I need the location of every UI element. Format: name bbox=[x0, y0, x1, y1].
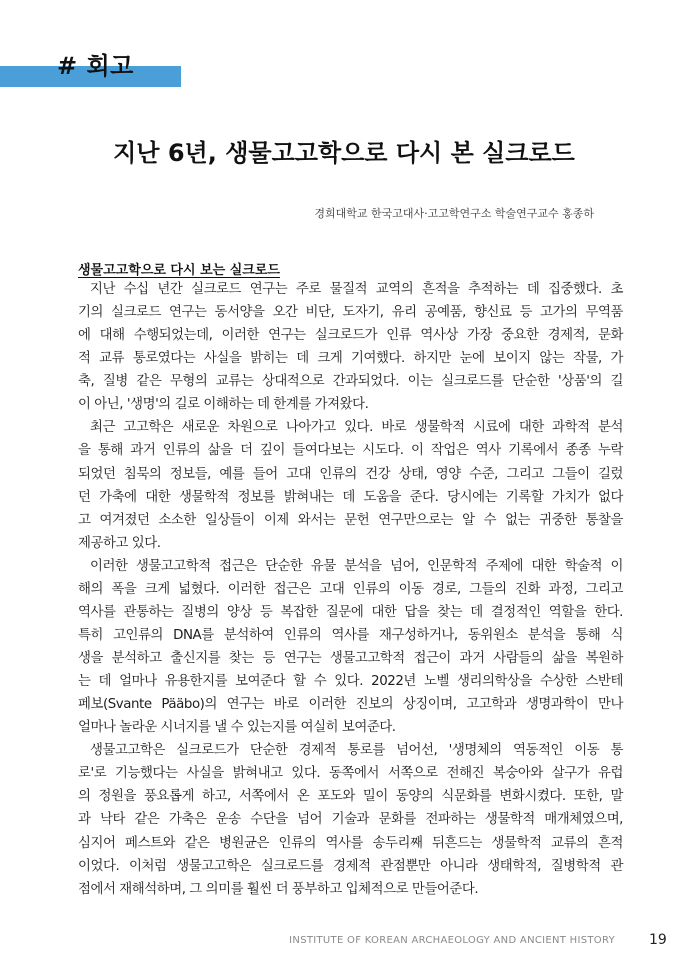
page-number: 19 bbox=[649, 932, 667, 948]
body-line: 생물고고학은 실크로드가 단순한 경제적 통로를 넘어선, '생명체의 역동적인 이동 통 bbox=[90, 743, 623, 759]
body-line: 되었던 침묵의 정보들, 예를 들어 고대 인류의 건강 상태, 영양 수준, 그리고 그들이 길렀 bbox=[78, 466, 623, 482]
body-line: 과 낙타 같은 가축은 운송 수단을 넘어 기술과 문화를 전파하는 생물학적 매개체였으며, bbox=[78, 812, 623, 828]
body-line: 특히 고인류의 DNA를 분석하여 인류의 역사를 재구성하거나, 동위원소 분석을 통해 식 bbox=[78, 627, 623, 643]
body-line: 이었다. 이처럼 생물고고학은 실크로드를 경제적 관점뿐만 아니라 생태학적, 질병학적 관 bbox=[78, 858, 623, 874]
body-line: 역사를 관통하는 질병의 양상 등 복잡한 질문에 대한 답을 찾는 데 결정적인 역할을 한다. bbox=[78, 604, 623, 620]
body-line: 축, 질병 같은 무형의 교류는 상대적으로 간과되었다. 이는 실크로드를 단순한 '상품'의 길 bbox=[78, 374, 623, 390]
footer-institute: INSTITUTE OF KOREAN ARCHAEOLOGY AND ANCIENT HISTORY bbox=[289, 935, 615, 946]
body-line: 는 데 얼마나 유용한지를 보여준다 할 수 있다. 2022년 노벨 생리의학상을 수상한 스반테 bbox=[78, 674, 623, 690]
body-line: 이 아닌, '생명'의 길로 이해하는 데 한계를 가져왔다. bbox=[78, 397, 369, 413]
body-line: 최근 고고학은 새로운 차원으로 나아가고 있다. 바로 생물학적 시료에 대한 과학적 분석 bbox=[90, 420, 623, 436]
body-line: 페보(Svante Pääbo)의 연구는 바로 이러한 진보의 상징이며, 고고학과 생명과학이 만나 bbox=[78, 697, 623, 713]
body-line: 던 가축에 대한 생물학적 정보를 밝혀내는 데 도움을 준다. 당시에는 기록할 가치가 없다 bbox=[78, 489, 623, 505]
section-label: # 회고 bbox=[57, 52, 134, 80]
body-line: 심지어 페스트와 같은 병원균은 인류의 역사를 송두리째 뒤흔드는 생물학적 교류의 흔적 bbox=[78, 835, 623, 851]
author-byline: 경희대학교 한국고대사·고고학연구소 학술연구교수 홍종하 bbox=[314, 207, 594, 220]
body-line: 생을 분석하고 출신지를 찾는 등 연구는 생물고고학적 접근이 과거 사람들의 삶을 복원하 bbox=[78, 651, 623, 666]
body-line: 고 여겨졌던 소소한 일상들이 이제 와서는 문헌 연구만으로는 알 수 없는 귀중한 통찰을 bbox=[78, 512, 623, 528]
section-subheading: 생물고고학으로 다시 보는 실크로드 bbox=[78, 263, 280, 278]
body-line: 의 정원을 풍요롭게 하고, 서쪽에서 온 포도와 밀이 동양의 식문화를 변화시켰다. 또한, 말 bbox=[78, 789, 623, 805]
body-line: 기의 실크로드 연구는 동서양을 오간 비단, 도자기, 유리 공예품, 향신료 등 고가의 무역품 bbox=[78, 305, 623, 321]
body-line: 해의 폭을 크게 넓혔다. 이러한 접근은 고대 인류의 이동 경로, 그들의 진화 과정, 그리고 bbox=[78, 581, 623, 597]
body-line: 얼마나 놀라운 시너지를 낼 수 있는지를 여실히 보여준다. bbox=[78, 720, 396, 736]
article-title: 지난 6년, 생물고고학으로 다시 본 실크로드 bbox=[113, 139, 575, 167]
body-line: 로'로 기능했다는 사실을 밝혀내고 있다. 동쪽에서 서쪽으로 전해진 복숭아와 살구가 유럽 bbox=[78, 766, 623, 782]
body-line: 에 대해 수행되었는데, 이러한 연구는 실크로드가 인류 역사상 가장 중요한 경제적, 문화 bbox=[78, 328, 623, 344]
body-line: 을 통해 과거 인류의 삶을 더 깊이 들여다보는 시도다. 이 작업은 역사 기록에서 종종 누락 bbox=[78, 443, 623, 459]
article-body bbox=[78, 278, 623, 901]
body-line: 지난 수십 년간 실크로드 연구는 주로 물질적 교역의 흔적을 추적하는 데 집중했다. 초 bbox=[90, 282, 623, 297]
body-line: 제공하고 있다. bbox=[78, 535, 161, 551]
body-line: 이러한 생물고고학적 접근은 단순한 유물 분석을 넘어, 인문학적 주제에 대한 학술적 이 bbox=[90, 558, 623, 574]
body-line: 적 교류 통로였다는 사실을 밝히는 데 크게 기여했다. 하지만 눈에 보이지 않는 작물, 가 bbox=[78, 351, 623, 367]
body-line: 점에서 재해석하며, 그 의미를 훨씬 더 풍부하고 입체적으로 만들어준다. bbox=[78, 881, 479, 897]
